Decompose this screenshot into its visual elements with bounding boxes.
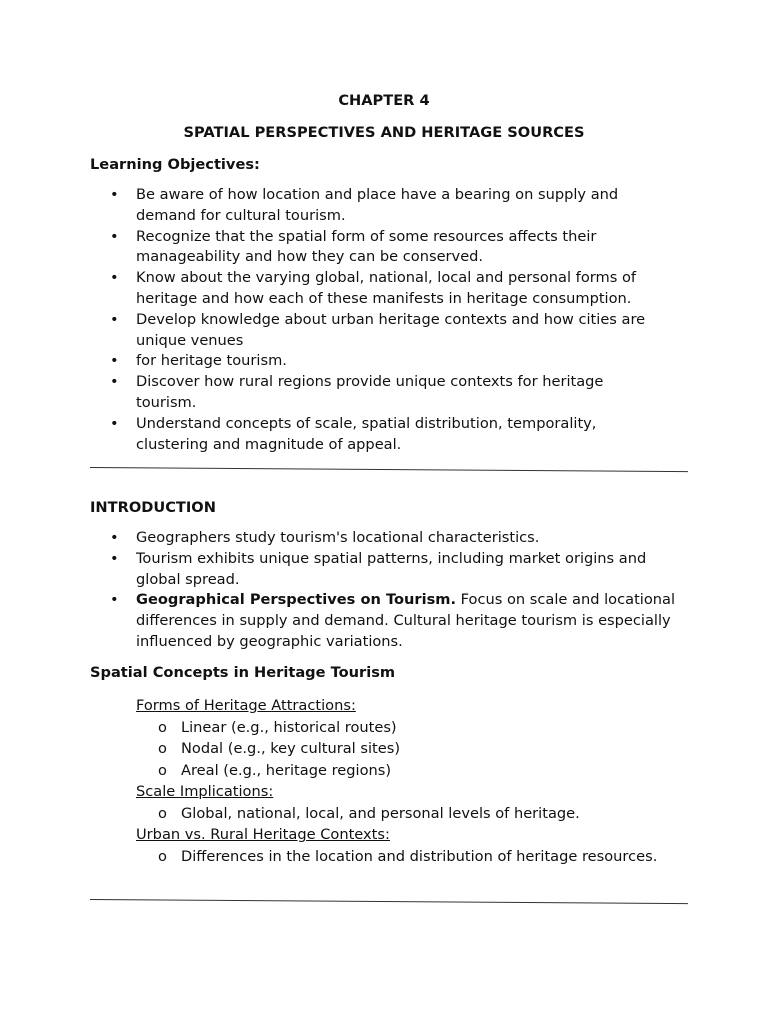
list-item (0, 372, 768, 414)
list-item (136, 717, 696, 739)
learning-objectives-heading: Learning Objectives: (90, 156, 260, 173)
bullet-icon: • (110, 414, 119, 432)
list-item-text: Differences in the location and distribution of heritage resources. (181, 847, 658, 865)
list-item (0, 310, 768, 352)
bullet-icon: • (110, 373, 119, 391)
list-item-text: Geographers study tourism's locational characteristics. (136, 529, 540, 546)
list-item-text: unique venues (136, 331, 244, 349)
list-item (0, 227, 768, 269)
list-item-text: Tourism exhibits unique spatial patterns, including market origins and global spread. (136, 549, 647, 588)
circle-bullet-icon: o (158, 740, 167, 757)
list-item-text: demand for cultural tourism. (136, 206, 346, 224)
list-item-lead: Geographical Perspectives on Tourism. (136, 591, 457, 609)
list-item (136, 738, 696, 760)
list-item-text: for heritage tourism. (136, 352, 287, 370)
circle-bullet-icon: o (158, 718, 167, 736)
introduction-list (0, 528, 768, 653)
list-item-text: clustering and magnitude of appeal. (136, 435, 402, 453)
list-item (136, 846, 696, 868)
list-item-text: Areal (e.g., heritage regions) (181, 761, 392, 779)
list-item (0, 351, 768, 372)
list-item-text: Develop knowledge about urban heritage contexts and how cities are (136, 310, 646, 328)
group-label: Forms of Heritage Attractions: (136, 697, 356, 714)
list-item (0, 549, 768, 591)
spatial-concepts-heading: Spatial Concepts in Heritage Tourism (90, 664, 396, 681)
bullet-icon: • (110, 310, 119, 328)
bullet-icon: • (110, 352, 119, 370)
section-divider (90, 899, 688, 904)
list-item-text: tourism. (136, 393, 197, 411)
spatial-concepts-body (136, 695, 696, 867)
list-item (0, 268, 768, 310)
chapter-label: CHAPTER 4 (338, 92, 430, 109)
list-item-text: Recognize that the spatial form of some resources affects their (136, 227, 597, 245)
bullet-icon: • (110, 549, 119, 567)
bullet-icon: • (110, 186, 119, 203)
learning-objectives-list (0, 185, 768, 455)
bullet-icon: • (110, 269, 119, 287)
bullet-icon: • (110, 529, 119, 546)
chapter-title: SPATIAL PERSPECTIVES AND HERITAGE SOURCES (183, 124, 585, 141)
circle-bullet-icon: o (158, 761, 167, 779)
list-item-text: manageability and how they can be conserved. (136, 248, 484, 266)
list-item (0, 414, 768, 456)
circle-bullet-icon: o (158, 847, 167, 865)
list-item-text: Nodal (e.g., key cultural sites) (181, 740, 401, 757)
group-label: Urban vs. Rural Heritage Contexts: (136, 826, 390, 843)
group-label: Scale Implications: (136, 783, 274, 800)
list-item (136, 803, 696, 825)
list-item (0, 528, 768, 549)
circle-bullet-icon: o (158, 804, 167, 822)
list-item (0, 590, 768, 652)
list-item-text: Discover how rural regions provide unique contexts for heritage (136, 373, 604, 391)
bullet-icon: • (110, 591, 119, 609)
introduction-heading: INTRODUCTION (90, 499, 216, 516)
section-divider (90, 467, 688, 472)
list-item-text: Be aware of how location and place have a bearing on supply and (136, 186, 619, 203)
list-item-text: heritage and how each of these manifests in heritage consumption. (136, 289, 632, 307)
list-item (136, 760, 696, 782)
list-item-text: Know about the varying global, national, local and personal forms of (136, 269, 637, 287)
list-item-text: Global, national, local, and personal levels of heritage. (181, 804, 580, 822)
list-item-text: Understand concepts of scale, spatial distribution, temporality, (136, 414, 597, 432)
list-item-text: Linear (e.g., historical routes) (181, 718, 397, 736)
list-item-text: Focus on scale and locational differences in supply and demand. Cultural heritage tourism is especially influenced by geographic variations. (136, 591, 676, 650)
list-item (0, 185, 768, 227)
bullet-icon: • (110, 227, 119, 245)
